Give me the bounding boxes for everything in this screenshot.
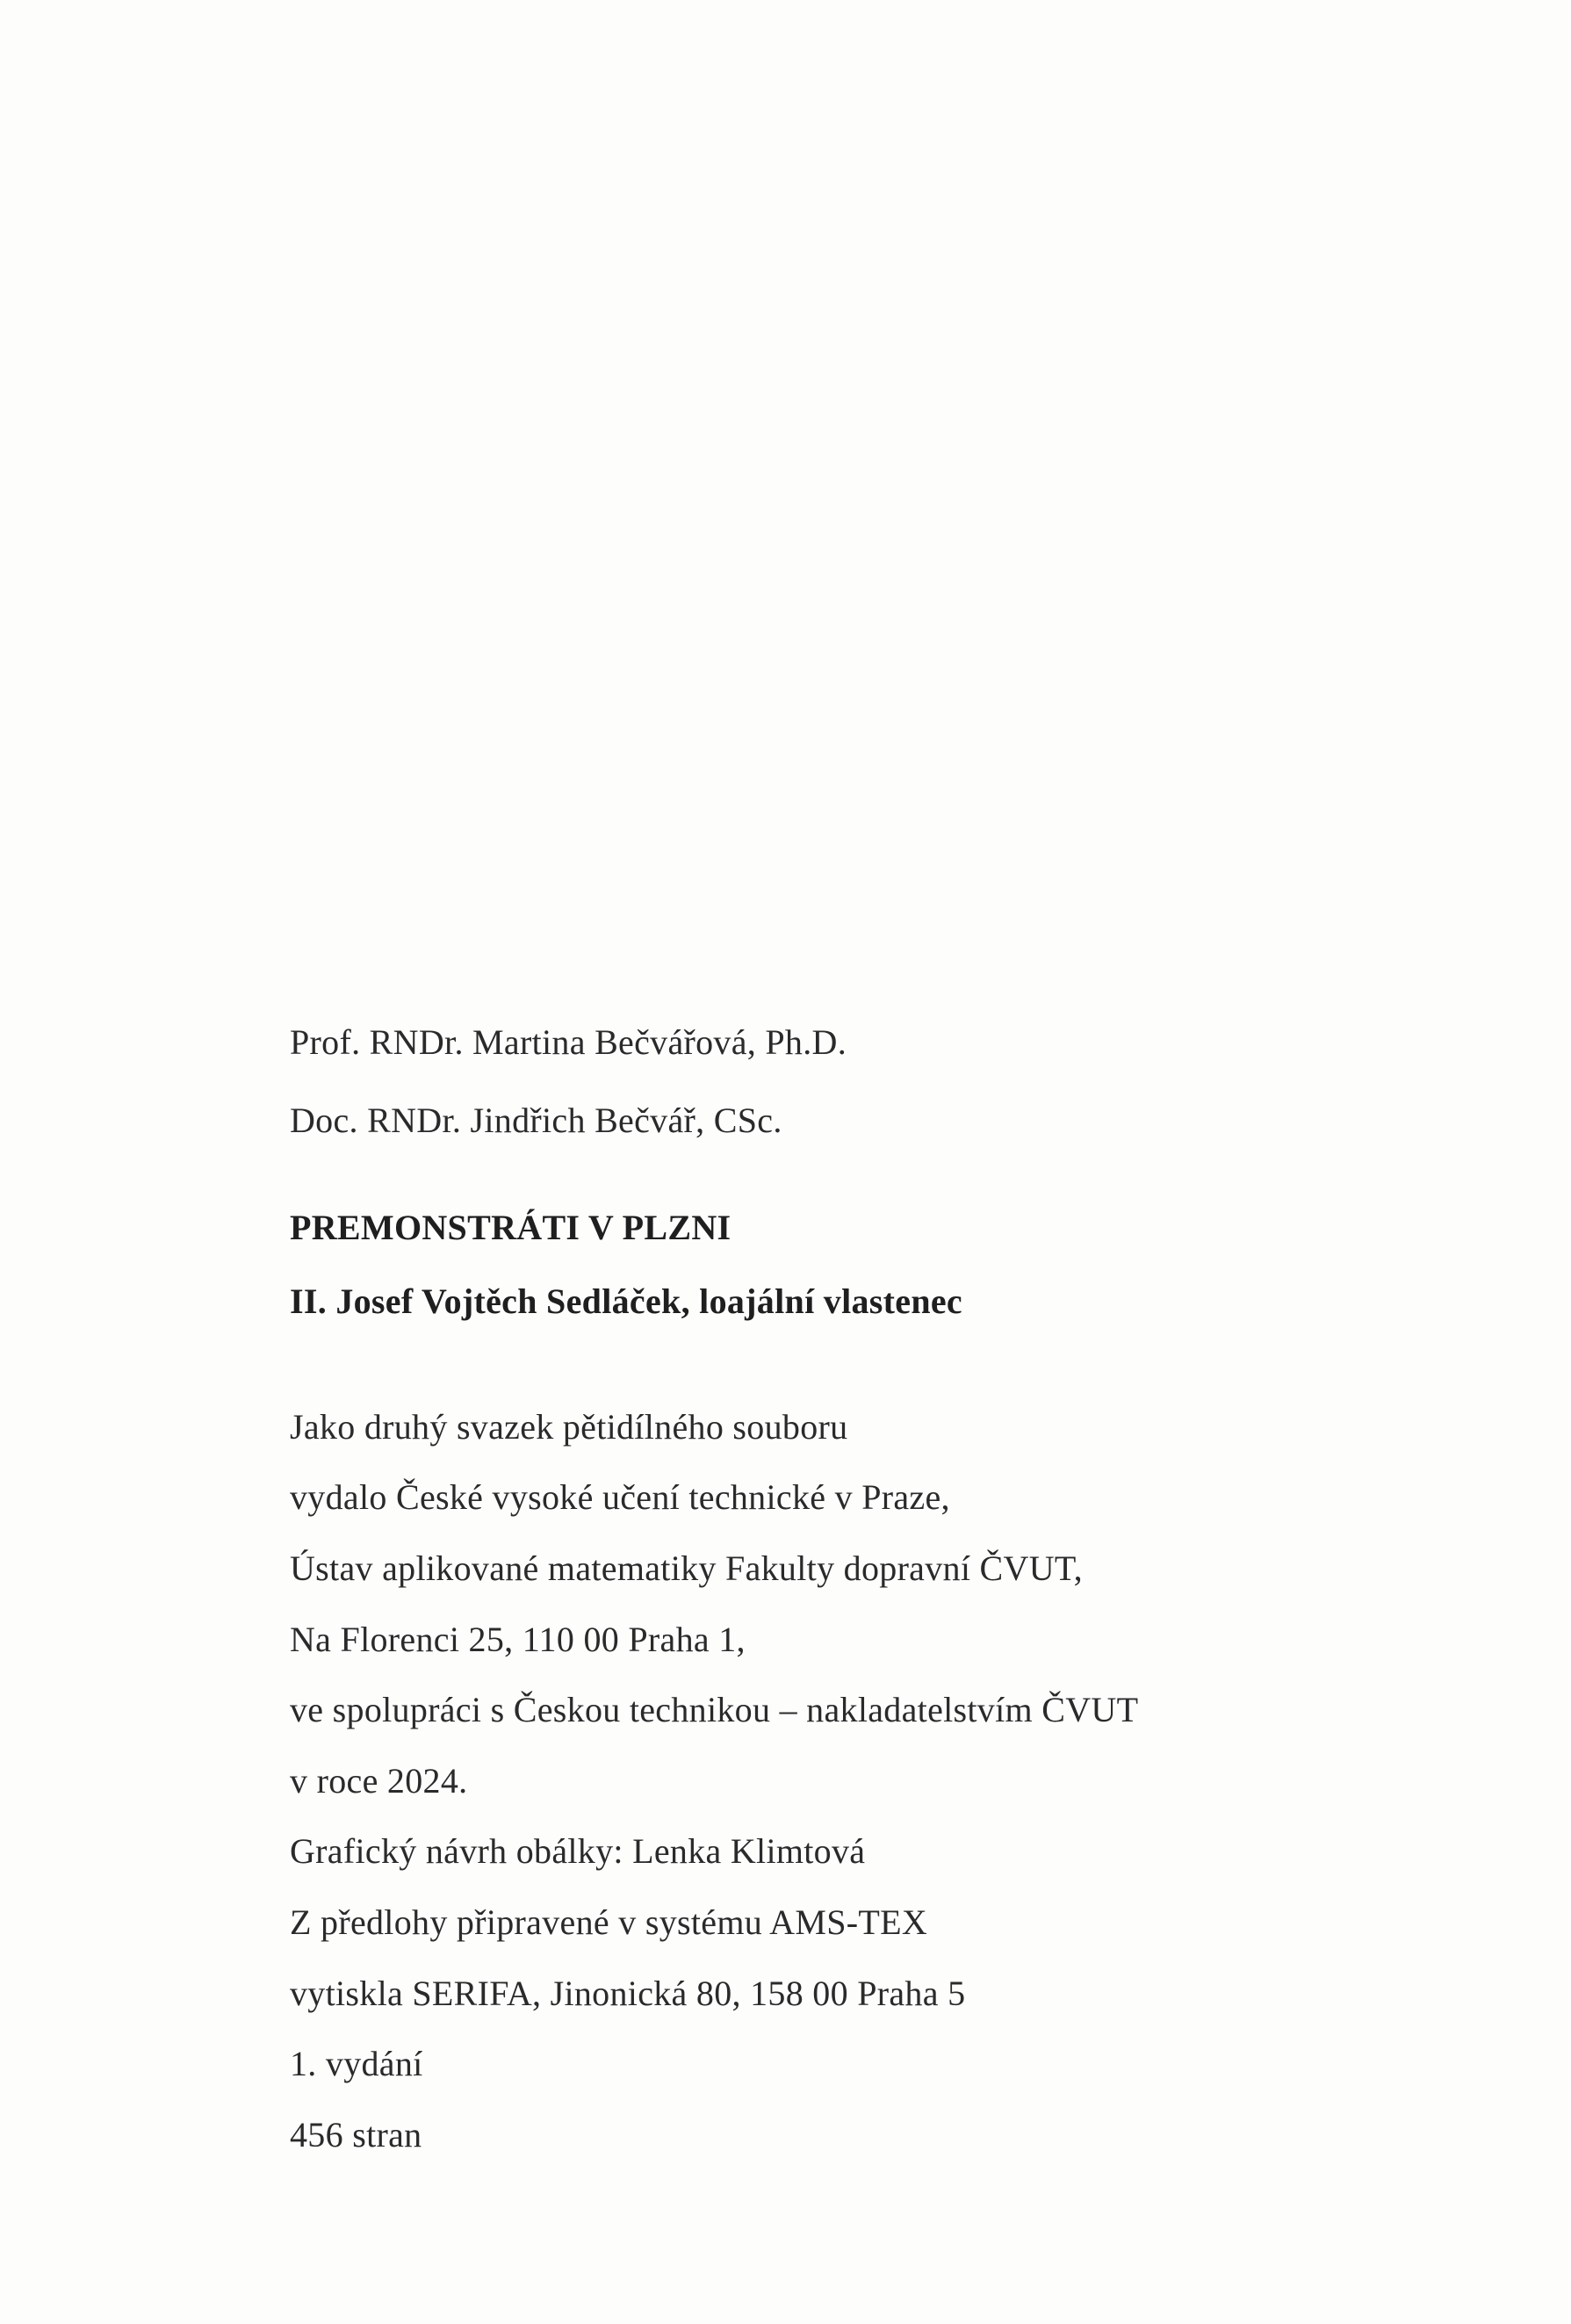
author-1: Prof. RNDr. Martina Bečvářová, Ph.D. [290,1022,847,1062]
colophon-line-1: Jako druhý svazek pětidílného souboru [290,1407,848,1447]
colophon-line-3: Ústav aplikované matematiky Fakulty dopravní ČVUT, [290,1548,1083,1588]
colophon-line-9: vytiskla SERIFA, Jinonická 80, 158 00 Praha 5 [290,1974,966,2013]
colophon-line-10: 1. vydání [290,2044,423,2083]
colophon-line-5: ve spolupráci s Českou technikou – nakladatelstvím ČVUT [290,1690,1139,1729]
colophon-line-6: v roce 2024. [290,1761,468,1801]
colophon-line-11: 456 stran [290,2115,422,2154]
colophon-line-2: vydalo České vysoké učení technické v Praze, [290,1477,950,1517]
book-title: PREMONSTRÁTI V PLZNI [290,1208,731,1247]
author-2: Doc. RNDr. Jindřich Bečvář, CSc. [290,1101,782,1140]
colophon-line-7: Grafický návrh obálky: Lenka Klimtová [290,1831,866,1871]
colophon-line-8: Z předlohy připravené v systému AMS-TEX [290,1902,928,1942]
colophon-line-4: Na Florenci 25, 110 00 Praha 1, [290,1620,746,1659]
book-subtitle: II. Josef Vojtěch Sedláček, loajální vlastenec [290,1281,962,1321]
